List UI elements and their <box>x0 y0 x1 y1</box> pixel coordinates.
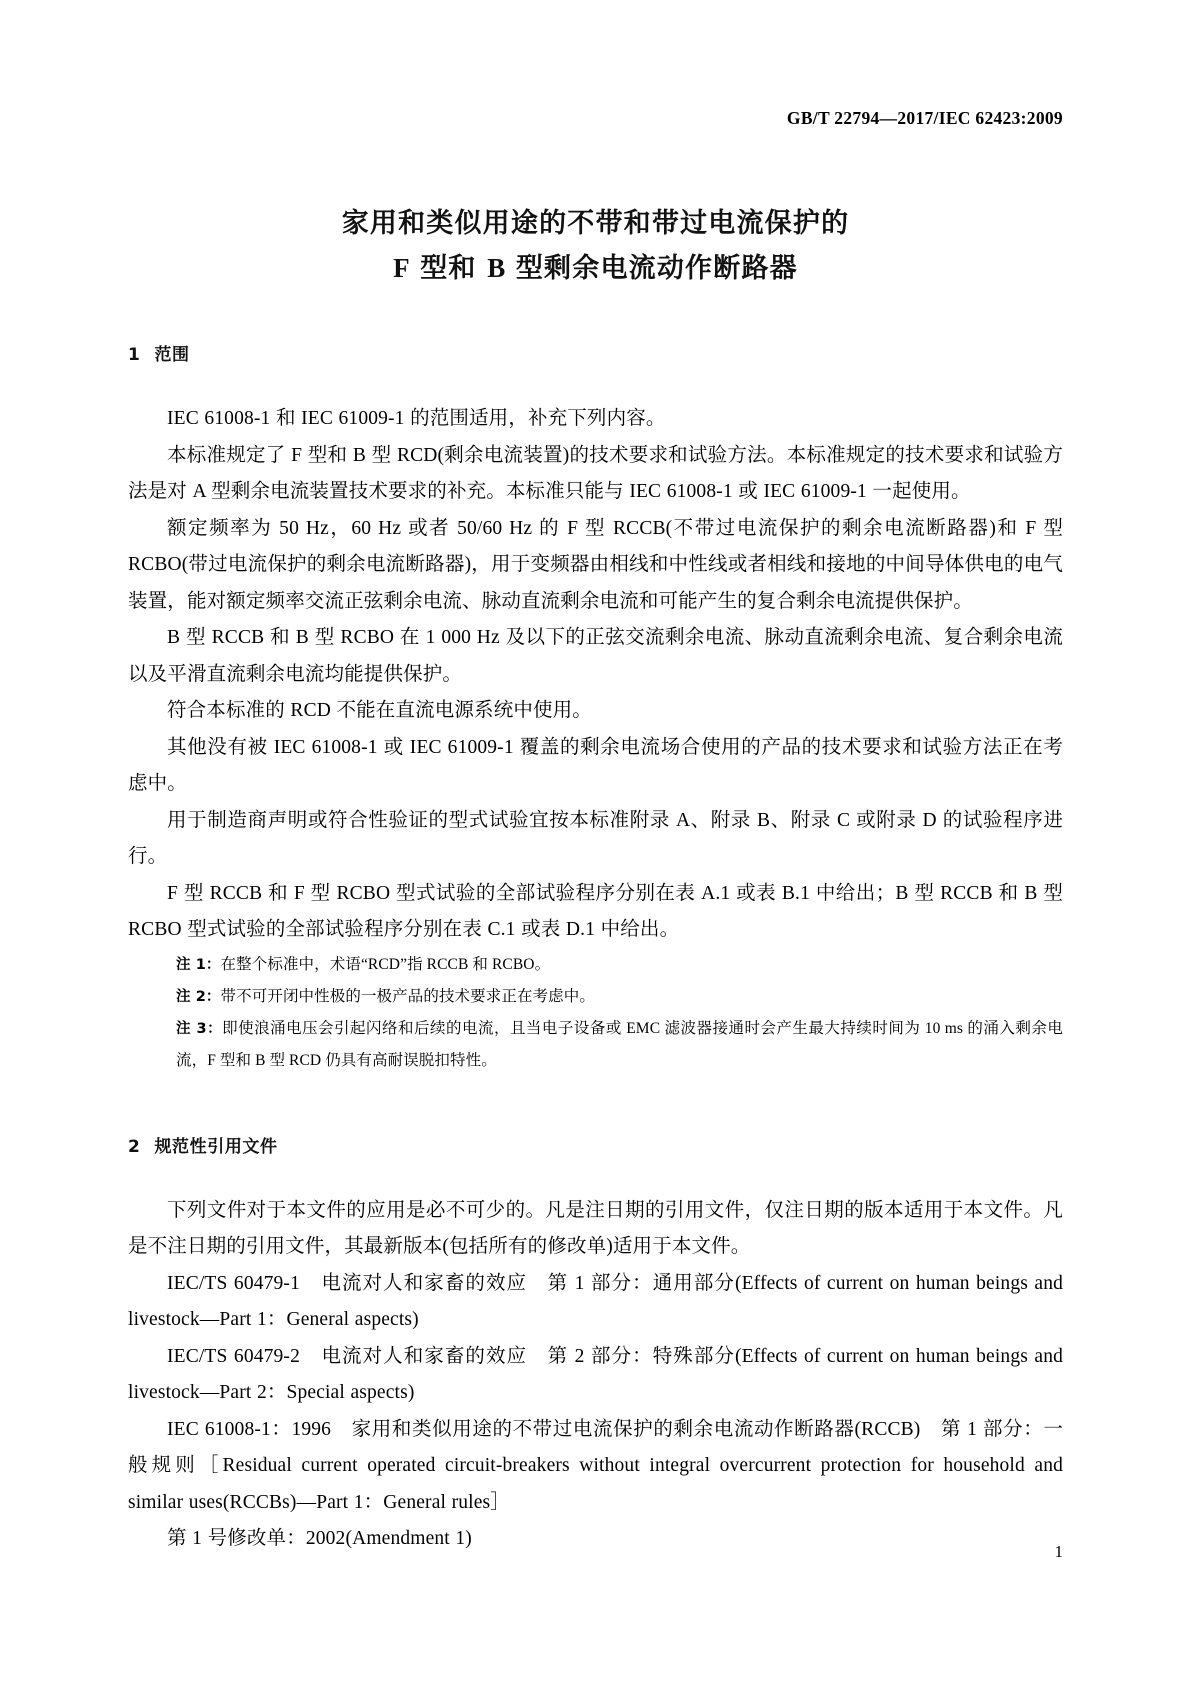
paragraph: 用于制造商声明或符合性验证的型式试验宜按本标准附录 A、附录 B、附录 C 或附录 D 的试验程序进行。 <box>128 809 1063 867</box>
reference-entry: IEC/TS 60479-2 电流对人和家畜的效应 第 2 部分：特殊部分(Effects of current on human beings and livestock—Part 2：Special aspects) <box>128 1345 1063 1403</box>
note-label: 注 3： <box>176 1020 223 1037</box>
note-item <box>128 949 1063 981</box>
document-title <box>0 202 1191 291</box>
paragraph: 本标准规定了 F 型和 B 型 RCD(剩余电流装置)的技术要求和试验方法。本标准规定的技术要求和试验方法是对 A 型剩余电流装置技术要求的补充。本标准只能与 IEC 61008-1 或 IEC 61009-1 一起使用。 <box>128 444 1063 502</box>
paragraph: 额定频率为 50 Hz，60 Hz 或者 50/60 Hz 的 F 型 RCCB(不带过电流保护的剩余电流断路器)和 F 型 RCBO(带过电流保护的剩余电流断路器)，用于变频器由相线和中性线或者相线和接地的中间导体供电的电气装置，能对额定频率交流正弦剩余电流、脉动直流剩余电流和可能产生的复合剩余电流提供保护。 <box>128 517 1063 612</box>
clause-heading-1 <box>128 340 1063 365</box>
note-text: 带不可开闭中性极的一极产品的技术要求正在考虑中。 <box>220 987 595 1005</box>
paragraph: IEC 61008-1 和 IEC 61009-1 的范围适用，补充下列内容。 <box>167 408 666 429</box>
clause-number-1: 1 <box>128 345 141 365</box>
note-text: 即使浪涌电压会引起闪络和后续的电流，且当电子设备或 EMC 滤波器接通时会产生最大持续时间为 10 ms 的涌入剩余电流，F 型和 B 型 RCD 仍具有高耐误脱扣特性。 <box>176 1019 1063 1069</box>
note-item <box>128 981 1063 1013</box>
note-text: 在整个标准中，术语“RCD”指 RCCB 和 RCBO。 <box>220 955 551 973</box>
note-label: 注 1： <box>176 956 221 973</box>
clause-title-1: 范围 <box>154 345 190 365</box>
clause-heading-2 <box>128 1132 1063 1157</box>
paragraph: 符合本标准的 RCD 不能在直流电源系统中使用。 <box>167 700 592 721</box>
page-number: 1 <box>1054 1542 1063 1561</box>
paragraph: 下列文件对于本文件的应用是必不可少的。凡是注日期的引用文件，仅注日期的版本适用于本文件。凡是不注日期的引用文件，其最新版本(包括所有的修改单)适用于本文件。 <box>128 1199 1063 1257</box>
title-line-1: 家用和类似用途的不带和带过电流保护的 <box>341 208 850 239</box>
note-item <box>128 1013 1063 1076</box>
reference-entry: IEC/TS 60479-1 电流对人和家畜的效应 第 1 部分：通用部分(Effects of current on human beings and livestock—Part 1：General aspects) <box>128 1272 1063 1330</box>
note-label: 注 2： <box>176 988 221 1005</box>
title-line-2: F 型和 B 型剩余电流动作断路器 <box>393 253 798 284</box>
paragraph: 其他没有被 IEC 61008-1 或 IEC 61009-1 覆盖的剩余电流场合使用的产品的技术要求和试验方法正在考虑中。 <box>128 736 1063 794</box>
reference-entry: IEC 61008-1：1996 家用和类似用途的不带过电流保护的剩余电流动作断路器(RCCB) 第 1 部分：一般规则［Residual current operated circuit-breakers without integral overcurrent protection for household and similar uses(RCCBs)—Part 1：General rules］ <box>128 1418 1063 1513</box>
document-body <box>128 340 1063 1558</box>
clause-number-2: 2 <box>128 1136 141 1157</box>
standard-code: GB/T 22794—2017/IEC 62423:2009 <box>786 108 1063 128</box>
paragraph: B 型 RCCB 和 B 型 RCBO 在 1 000 Hz 及以下的正弦交流剩余电流、脉动直流剩余电流、复合剩余电流以及平滑直流剩余电流均能提供保护。 <box>128 627 1063 685</box>
running-header <box>787 108 1063 129</box>
paragraph: F 型 RCCB 和 F 型 RCBO 型式试验的全部试验程序分别在表 A.1 或表 B.1 中给出；B 型 RCCB 和 B 型 RCBO 型式试验的全部试验程序分别在表 C.1 或表 D.1 中给出。 <box>128 882 1063 940</box>
clause-title-2: 规范性引用文件 <box>154 1136 278 1157</box>
reference-entry: 第 1 号修改单：2002(Amendment 1) <box>167 1528 472 1549</box>
